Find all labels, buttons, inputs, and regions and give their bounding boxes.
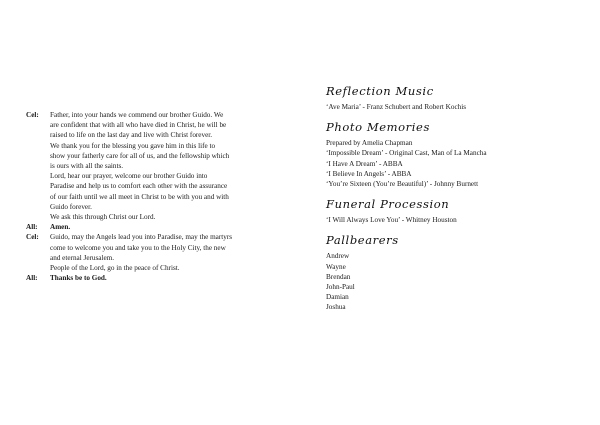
prayer-line: Guido forever. — [50, 202, 92, 211]
music-item: ‘You’re Sixteen (You’re Beautiful)’ - Johnny Burnett — [326, 180, 479, 189]
section-heading: Funeral Procession — [326, 197, 450, 212]
speaker-label: Cel: — [26, 233, 39, 242]
liturgy-column — [26, 110, 286, 283]
section-pallbearers — [326, 233, 576, 312]
prayer-line: People of the Lord, go in the peace of Christ. — [50, 264, 180, 273]
prayer-line: and eternal Jerusalem. — [50, 253, 115, 262]
prayer-line: come to welcome you and take you to the Holy City, the new — [50, 243, 226, 252]
prayer-line: Paradise and help us to comfort each other with the assurance — [50, 182, 228, 191]
section-reflection-music — [326, 84, 576, 112]
dialogue-block-all-1 — [26, 222, 286, 232]
pallbearer-name: Andrew — [326, 252, 350, 261]
prayer-line: Lord, hear our prayer, welcome our brother Guido into — [50, 172, 208, 181]
speaker-label: Cel: — [26, 111, 39, 119]
section-heading: Reflection Music — [326, 84, 434, 98]
speaker-label: All: — [26, 223, 38, 232]
prayer-line: is ours with all the saints. — [50, 162, 124, 171]
dialogue-block-all-2 — [26, 273, 286, 283]
section-heading: Pallbearers — [326, 233, 399, 248]
pallbearer-name: Joshua — [326, 303, 346, 312]
prayer-line: show your fatherly care for all of us, and the fellowship which — [50, 151, 230, 160]
prayer-line: are confident that with all who have died in Christ, he will be — [50, 121, 227, 130]
prayer-line: raised to life on the last day and live with Christ forever. — [50, 131, 213, 140]
prayer-line: We ask this through Christ our Lord. — [50, 213, 156, 222]
dialogue-block-celebrant-2 — [26, 232, 286, 273]
response-line: Amen. — [50, 223, 71, 232]
prayer-line: We thank you for the blessing you gave him in this life to — [50, 141, 216, 150]
dialogue-block-celebrant-1 — [26, 110, 286, 222]
pallbearer-name: Wayne — [326, 262, 346, 271]
music-item: ‘Ave Maria’ - Franz Schubert and Robert Kochis — [326, 103, 467, 111]
pallbearer-name: John-Paul — [326, 283, 355, 292]
dialogue-text — [50, 273, 286, 283]
speaker-label: All: — [26, 274, 38, 283]
programme-column — [326, 84, 576, 321]
section-heading: Photo Memories — [326, 120, 430, 135]
section-funeral-procession — [326, 197, 576, 225]
pallbearer-name: Brendan — [326, 272, 351, 281]
prayer-line: of our faith until we all meet in Christ to be with you and with — [50, 192, 229, 201]
response-line: Thanks be to God. — [50, 274, 107, 283]
music-item: ‘I Have A Dream’ - ABBA — [326, 159, 403, 168]
music-item: ‘I Believe In Angels’ - ABBA — [326, 169, 412, 178]
prayer-line: Guido, may the Angels lead you into Paradise, may the martyrs — [50, 233, 233, 242]
section-photo-memories — [326, 120, 576, 189]
prayer-line: Father, into your hands we commend our brother Guido. We — [50, 111, 224, 119]
dialogue-text — [50, 110, 286, 222]
dialogue-text — [50, 222, 286, 232]
pallbearer-name: Damian — [326, 293, 349, 302]
dialogue-text — [50, 232, 286, 273]
credit-item: Prepared by Amelia Chapman — [326, 139, 413, 148]
music-item: ‘Impossible Dream’ - Original Cast, Man of La Mancha — [326, 149, 487, 158]
music-item: ‘I Will Always Love You’ - Whitney Houston — [326, 216, 457, 225]
